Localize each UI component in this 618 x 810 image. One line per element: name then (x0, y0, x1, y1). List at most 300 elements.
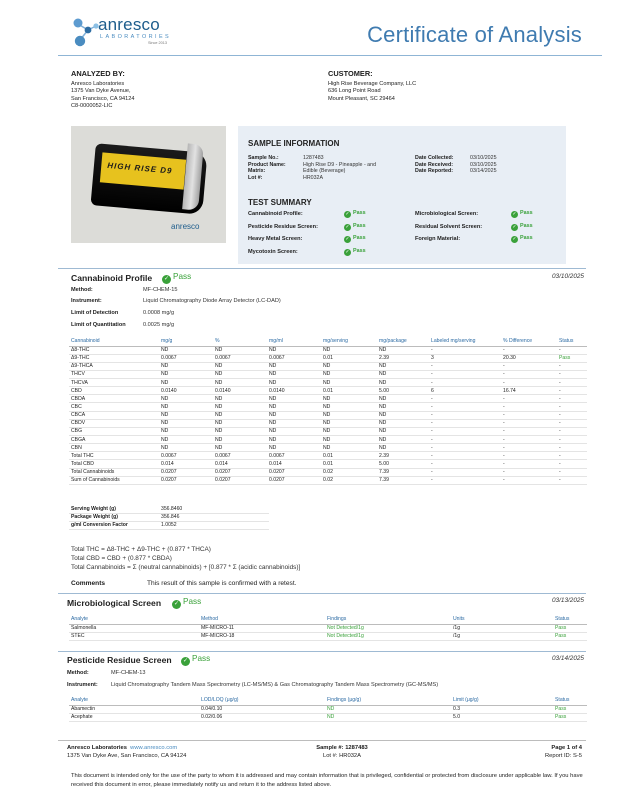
table-cell: - (501, 444, 557, 452)
table-cell: ND (213, 395, 267, 403)
table-cell: 5.00 (377, 460, 429, 468)
customer-line: High Rise Beverage Company, LLC (328, 80, 417, 87)
table-cell: THCVA (69, 379, 159, 387)
micro-pass-badge: ✓ Pass (173, 597, 202, 607)
table-cell: ND (377, 403, 429, 411)
table-cell: 0.0140 (267, 387, 321, 395)
table-cell: ND (159, 370, 213, 378)
table-cell: ND (377, 444, 429, 452)
table-cell: ND (267, 379, 321, 387)
logo-wordmark: anresco (98, 15, 160, 34)
table-cell: - (501, 419, 557, 427)
table-cell: Not Detected/1g (325, 624, 451, 632)
table-cell: STEC (69, 632, 199, 640)
summary-pesticide-label: Pesticide Residue Screen: (248, 224, 318, 230)
table-cell: CBDA (69, 395, 159, 403)
analyzed-by-line: C8-0000052-LIC (71, 103, 113, 110)
table-cell: - (429, 346, 501, 354)
footer-address: 1375 Van Dyke Ave, San Francisco, CA 94124 (67, 753, 187, 759)
table-cell: Acephate (69, 713, 199, 721)
table-cell: ND (267, 370, 321, 378)
table-cell: - (501, 468, 557, 476)
table-cell: ND (377, 370, 429, 378)
check-icon: ✓ (173, 601, 180, 607)
table-cell: - (501, 346, 557, 354)
column-header: Analyte (69, 696, 199, 705)
method-value: MF-CHEM-15 (143, 287, 178, 293)
table-cell: - (557, 452, 587, 460)
table-cell: 5.0 (451, 713, 553, 721)
matrix-value: Edible (Beverage) (303, 168, 346, 175)
footer-lot-no: Lot #: HR032A (322, 753, 362, 759)
table-cell: ND (267, 362, 321, 370)
table-row (69, 387, 587, 395)
product-name-value: High Rise D9 - Pineapple - and (303, 161, 377, 168)
extras-row (69, 521, 269, 529)
table-cell: ND (321, 419, 377, 427)
header-divider (58, 55, 602, 56)
table-cell: Δ9-THCA (69, 362, 159, 370)
table-cell: ND (159, 427, 213, 435)
method-label: Method: (71, 287, 93, 293)
table-cell: - (501, 379, 557, 387)
column-header: Limit (μg/g) (451, 696, 553, 705)
table-cell: Total THC (69, 452, 159, 460)
section-divider (58, 651, 586, 652)
table-cell: 0.01 (321, 354, 377, 362)
footer-website-link[interactable]: www.anresco.com (130, 745, 178, 751)
table-row (69, 460, 587, 468)
extras-label: Package Weight (g) (69, 513, 159, 521)
table-row (69, 403, 587, 411)
anresco-logo (70, 12, 200, 48)
table-cell: - (557, 346, 587, 354)
table-cell: ND (321, 379, 377, 387)
table-cell: CBGA (69, 436, 159, 444)
footer-sample-no: Sample #: 1287483 (316, 745, 368, 751)
cannabinoid-date: 03/10/2025 (552, 273, 584, 280)
table-cell: /1g (451, 632, 553, 640)
extras-value: 356.8460 (159, 505, 269, 513)
check-icon: ✓ (163, 276, 170, 282)
table-cell: ND (377, 411, 429, 419)
table-cell: 0.0207 (159, 468, 213, 476)
micro-table (69, 615, 587, 641)
method-value: MF-CHEM-13 (111, 670, 146, 676)
table-cell: Pass (553, 632, 587, 640)
table-cell: ND (159, 411, 213, 419)
table-row (69, 444, 587, 452)
table-cell: - (429, 403, 501, 411)
table-cell: ND (159, 362, 213, 370)
customer-label: CUSTOMER: (328, 69, 373, 78)
table-cell: CBG (69, 427, 159, 435)
table-cell: ND (267, 346, 321, 354)
column-header: Labeled mg/serving (429, 337, 501, 346)
table-cell: - (501, 362, 557, 370)
check-icon: ✓ (345, 236, 350, 242)
table-cell: ND (267, 427, 321, 435)
table-cell: - (429, 444, 501, 452)
table-cell: - (557, 460, 587, 468)
pesticide-meta (67, 670, 587, 690)
table-cell: 0.014 (159, 460, 213, 468)
table-cell: - (501, 436, 557, 444)
column-header: Status (557, 337, 587, 346)
table-cell: ND (213, 436, 267, 444)
table-cell: - (429, 460, 501, 468)
table-cell: Δ9-THC (69, 354, 159, 362)
table-cell: Abamectin (69, 705, 199, 713)
summary-micro-label: Microbiological Screen: (415, 211, 479, 217)
check-icon: ✓ (512, 211, 517, 217)
table-row (69, 419, 587, 427)
column-header: Status (553, 615, 587, 624)
matrix-label: Matrix: (248, 168, 266, 175)
table-cell: - (557, 362, 587, 370)
table-cell: ND (377, 427, 429, 435)
sample-info-left (248, 155, 408, 185)
pesticide-table (69, 696, 587, 722)
footer-divider (58, 740, 586, 741)
table-cell: ND (213, 419, 267, 427)
column-header: Analyte (69, 615, 199, 624)
table-cell: 7.39 (377, 476, 429, 484)
summary-solvent-label: Residual Solvent Screen: (415, 224, 483, 230)
analyzed-by-line: Anresco Laboratories (71, 80, 125, 87)
table-cell: 0.0067 (159, 354, 213, 362)
customer-line: 636 Long Point Road (328, 88, 381, 95)
check-icon: ✓ (512, 236, 517, 242)
footer-page-number: Page 1 of 4 (551, 745, 582, 751)
table-row (69, 346, 587, 354)
instrument-value: Liquid Chromatography Diode Array Detector (LC-DAD) (143, 298, 281, 304)
table-cell: 0.0140 (213, 387, 267, 395)
pesticide-header-row (69, 696, 587, 705)
date-received-value: 03/10/2025 (470, 161, 497, 168)
footer-page-info (545, 744, 582, 760)
table-cell: 0.0067 (213, 452, 267, 460)
column-header: mg/serving (321, 337, 377, 346)
table-cell: - (557, 427, 587, 435)
table-cell: CBN (69, 444, 159, 452)
table-cell: MF-MICRO-11 (199, 624, 325, 632)
micro-title: Microbiological Screen (67, 598, 162, 608)
table-cell: 5.00 (377, 387, 429, 395)
table-cell: 0.0067 (267, 452, 321, 460)
table-cell: 2.39 (377, 452, 429, 460)
table-cell: CBCA (69, 411, 159, 419)
column-header: mg/g (159, 337, 213, 346)
cannabinoid-header-row (69, 337, 587, 346)
micro-date: 03/13/2025 (552, 597, 584, 604)
table-cell: ND (159, 419, 213, 427)
table-cell: 0.3 (451, 705, 553, 713)
summary-foreign-status: ✓ Pass (512, 235, 533, 242)
table-cell: /1g (451, 624, 553, 632)
table-cell: 0.0207 (213, 476, 267, 484)
table-cell: CBDV (69, 419, 159, 427)
table-cell: Not Detected/1g (325, 632, 451, 640)
table-cell: 0.0067 (159, 452, 213, 460)
table-cell: ND (159, 379, 213, 387)
column-header: mg/ml (267, 337, 321, 346)
pesticide-title: Pesticide Residue Screen (67, 655, 172, 665)
molecule-logo-icon (70, 14, 100, 48)
lod-label: Limit of Detection (71, 310, 119, 316)
table-cell: ND (213, 403, 267, 411)
table-cell: CBC (69, 403, 159, 411)
table-cell: - (557, 468, 587, 476)
product-photo (71, 126, 226, 243)
table-cell: - (501, 427, 557, 435)
footer-report-id: Report ID: S-5 (544, 753, 582, 759)
lot-label: Lot #: (248, 174, 263, 181)
table-cell: - (557, 387, 587, 395)
table-cell: 0.014 (267, 460, 321, 468)
table-cell: - (429, 411, 501, 419)
table-cell: - (429, 452, 501, 460)
table-cell: - (501, 395, 557, 403)
table-cell: ND (321, 436, 377, 444)
cannabinoid-title: Cannabinoid Profile (71, 273, 153, 283)
summary-mycotoxin-status: ✓ Pass (345, 248, 366, 255)
table-row (69, 476, 587, 484)
table-cell: - (429, 370, 501, 378)
table-cell: ND (267, 436, 321, 444)
table-cell: 0.01 (321, 460, 377, 468)
table-cell: 0.0207 (267, 468, 321, 476)
footer-sample (302, 744, 382, 760)
table-cell: CBD (69, 387, 159, 395)
table-cell: ND (325, 705, 451, 713)
column-header: Units (451, 615, 553, 624)
table-cell: - (429, 468, 501, 476)
sample-info-right (415, 155, 555, 179)
table-cell: - (429, 427, 501, 435)
table-cell: 0.014 (213, 460, 267, 468)
micro-body (69, 624, 587, 640)
sample-no-value: 1287483 (303, 155, 324, 161)
table-row (69, 452, 587, 460)
table-cell: - (501, 460, 557, 468)
check-icon: ✓ (182, 658, 189, 664)
sample-info-panel (238, 126, 566, 264)
sample-no-label: Sample No.: (248, 155, 279, 161)
table-cell: - (501, 411, 557, 419)
customer-line: Mount Pleasant, SC 29464 (328, 95, 395, 102)
table-cell: MF-MICRO-18 (199, 632, 325, 640)
table-cell: ND (213, 427, 267, 435)
column-header: mg/package (377, 337, 429, 346)
extras-row (69, 513, 269, 521)
table-cell: ND (377, 395, 429, 403)
customer-block (328, 70, 416, 103)
date-collected-value: 03/10/2025 (470, 155, 497, 161)
test-summary-heading: TEST SUMMARY (248, 198, 312, 207)
table-cell: - (501, 452, 557, 460)
table-cell: 0.01 (321, 387, 377, 395)
pesticide-pass-badge: ✓ Pass (182, 654, 211, 664)
table-cell: Salmonella (69, 624, 199, 632)
table-cell: ND (159, 403, 213, 411)
table-cell: ND (267, 444, 321, 452)
summary-heavy-metal-status: ✓ Pass (345, 235, 366, 242)
analyzed-by-block (71, 70, 134, 111)
lot-value: HR032A (303, 174, 324, 181)
table-row (69, 624, 587, 632)
table-cell: Total Cannabinoids (69, 468, 159, 476)
logo-subtitle: LABORATORIES (100, 34, 172, 40)
table-cell: ND (159, 444, 213, 452)
section-divider (58, 268, 586, 269)
table-cell: ND (267, 403, 321, 411)
summary-foreign-label: Foreign Material: (415, 236, 461, 242)
table-cell: 6 (429, 387, 501, 395)
date-collected-label: Date Collected: (415, 155, 454, 161)
table-cell: 16.74 (501, 387, 557, 395)
table-cell: 0.0067 (267, 354, 321, 362)
column-header: Method (199, 615, 325, 624)
check-icon: ✓ (345, 249, 350, 255)
table-cell: ND (213, 370, 267, 378)
check-icon: ✓ (345, 224, 350, 230)
table-cell: Pass (557, 354, 587, 362)
extras-label: Serving Weight (g) (69, 505, 159, 513)
table-cell: Pass (553, 713, 587, 721)
summary-micro-status: ✓ Pass (512, 210, 533, 217)
extras-row (69, 505, 269, 513)
table-cell: - (429, 436, 501, 444)
table-cell: - (557, 419, 587, 427)
table-cell: ND (267, 395, 321, 403)
lod-value: 0.0008 mg/g (143, 310, 175, 316)
table-cell: ND (267, 419, 321, 427)
loq-value: 0.0025 mg/g (143, 322, 175, 328)
table-cell: - (557, 436, 587, 444)
table-row (69, 362, 587, 370)
table-cell: ND (377, 436, 429, 444)
summary-solvent-status: ✓ Pass (512, 223, 533, 230)
analyzed-by-line: San Francisco, CA 94124 (71, 95, 135, 102)
table-cell: Pass (553, 624, 587, 632)
table-cell: 0.0067 (213, 354, 267, 362)
section-divider (58, 593, 586, 594)
sample-info-heading: SAMPLE INFORMATION (248, 139, 340, 148)
instrument-label: Instrument: (71, 298, 102, 304)
table-cell: 20.30 (501, 354, 557, 362)
table-cell: ND (159, 346, 213, 354)
can-label: HIGH RISE D9 (100, 152, 186, 189)
table-cell: Pass (553, 705, 587, 713)
table-cell: - (501, 370, 557, 378)
extras-label: g/ml Conversion Factor (69, 521, 159, 529)
table-cell: 3 (429, 354, 501, 362)
table-cell: ND (321, 370, 377, 378)
table-cell: - (429, 395, 501, 403)
table-cell: ND (213, 444, 267, 452)
table-cell: ND (321, 444, 377, 452)
footer-company-name: Anresco Laboratories (67, 745, 127, 751)
table-cell: - (557, 403, 587, 411)
table-cell: Total CBD (69, 460, 159, 468)
footer-company (67, 744, 186, 760)
table-cell: 0.0207 (213, 468, 267, 476)
table-cell: ND (377, 362, 429, 370)
table-cell: ND (213, 362, 267, 370)
column-header: Findings (325, 615, 451, 624)
table-row (69, 713, 587, 721)
analyzed-by-label: ANALYZED BY: (71, 69, 125, 78)
product-name-label: Product Name: (248, 161, 286, 168)
table-cell: 0.02/0.06 (199, 713, 325, 721)
column-header: Cannabinoid (69, 337, 159, 346)
cannabinoid-meta (71, 287, 371, 331)
summary-heavy-metal-label: Heavy Metal Screen: (248, 236, 303, 242)
column-header: % (213, 337, 267, 346)
table-cell: 0.0140 (159, 387, 213, 395)
check-icon: ✓ (345, 211, 350, 217)
table-row (69, 468, 587, 476)
comments-text: This result of this sample is confirmed with a retest. (147, 580, 297, 587)
extras-value: 1.0052 (159, 521, 269, 529)
summary-cannabinoid-label: Cannabinoid Profile: (248, 211, 303, 217)
table-row (69, 354, 587, 362)
summary-mycotoxin-label: Mycotoxin Screen: (248, 249, 298, 255)
table-cell: ND (159, 395, 213, 403)
table-cell: 2.39 (377, 354, 429, 362)
column-header: % Difference (501, 337, 557, 346)
column-header: LOD/LOQ (μg/g) (199, 696, 325, 705)
table-cell: THCV (69, 370, 159, 378)
table-row (69, 427, 587, 435)
table-row (69, 379, 587, 387)
pesticide-date: 03/14/2025 (552, 655, 584, 662)
cannabinoid-body (69, 346, 587, 484)
column-header: Status (553, 696, 587, 705)
table-cell: - (557, 476, 587, 484)
table-cell: ND (321, 411, 377, 419)
table-cell: 0.02 (321, 476, 377, 484)
footer-disclaimer: This document is intended only for the use of the party to whom it is addressed and may contain information that is privileged, confidential or protected from disclosure under applicable law. If you have received this document in error, please immediately notify us and return it to the address listed above. (71, 773, 583, 788)
loq-label: Limit of Quantitation (71, 322, 126, 328)
photo-watermark-logo: anresco (171, 222, 200, 231)
table-cell: 0.0207 (267, 476, 321, 484)
table-cell: 0.01 (321, 452, 377, 460)
comments-label: Comments (71, 580, 106, 587)
table-cell: ND (213, 346, 267, 354)
cannabinoid-extras-table (69, 505, 269, 530)
table-cell: - (429, 476, 501, 484)
check-icon: ✓ (512, 224, 517, 230)
table-row (69, 632, 587, 640)
table-cell: ND (321, 362, 377, 370)
table-cell: ND (377, 346, 429, 354)
table-cell: Δ8-THC (69, 346, 159, 354)
table-cell: ND (213, 411, 267, 419)
table-cell: ND (377, 379, 429, 387)
table-cell: - (429, 419, 501, 427)
cannabinoid-table (69, 337, 587, 485)
table-cell: 7.39 (377, 468, 429, 476)
table-cell: ND (267, 411, 321, 419)
micro-header-row (69, 615, 587, 624)
table-cell: ND (213, 379, 267, 387)
formula-total-cbd: Total CBD = CBD + (0.877 * CBDA) (71, 555, 172, 562)
table-cell: - (557, 411, 587, 419)
table-cell: ND (325, 713, 451, 721)
cannabinoid-pass-badge: ✓ Pass (163, 272, 192, 282)
